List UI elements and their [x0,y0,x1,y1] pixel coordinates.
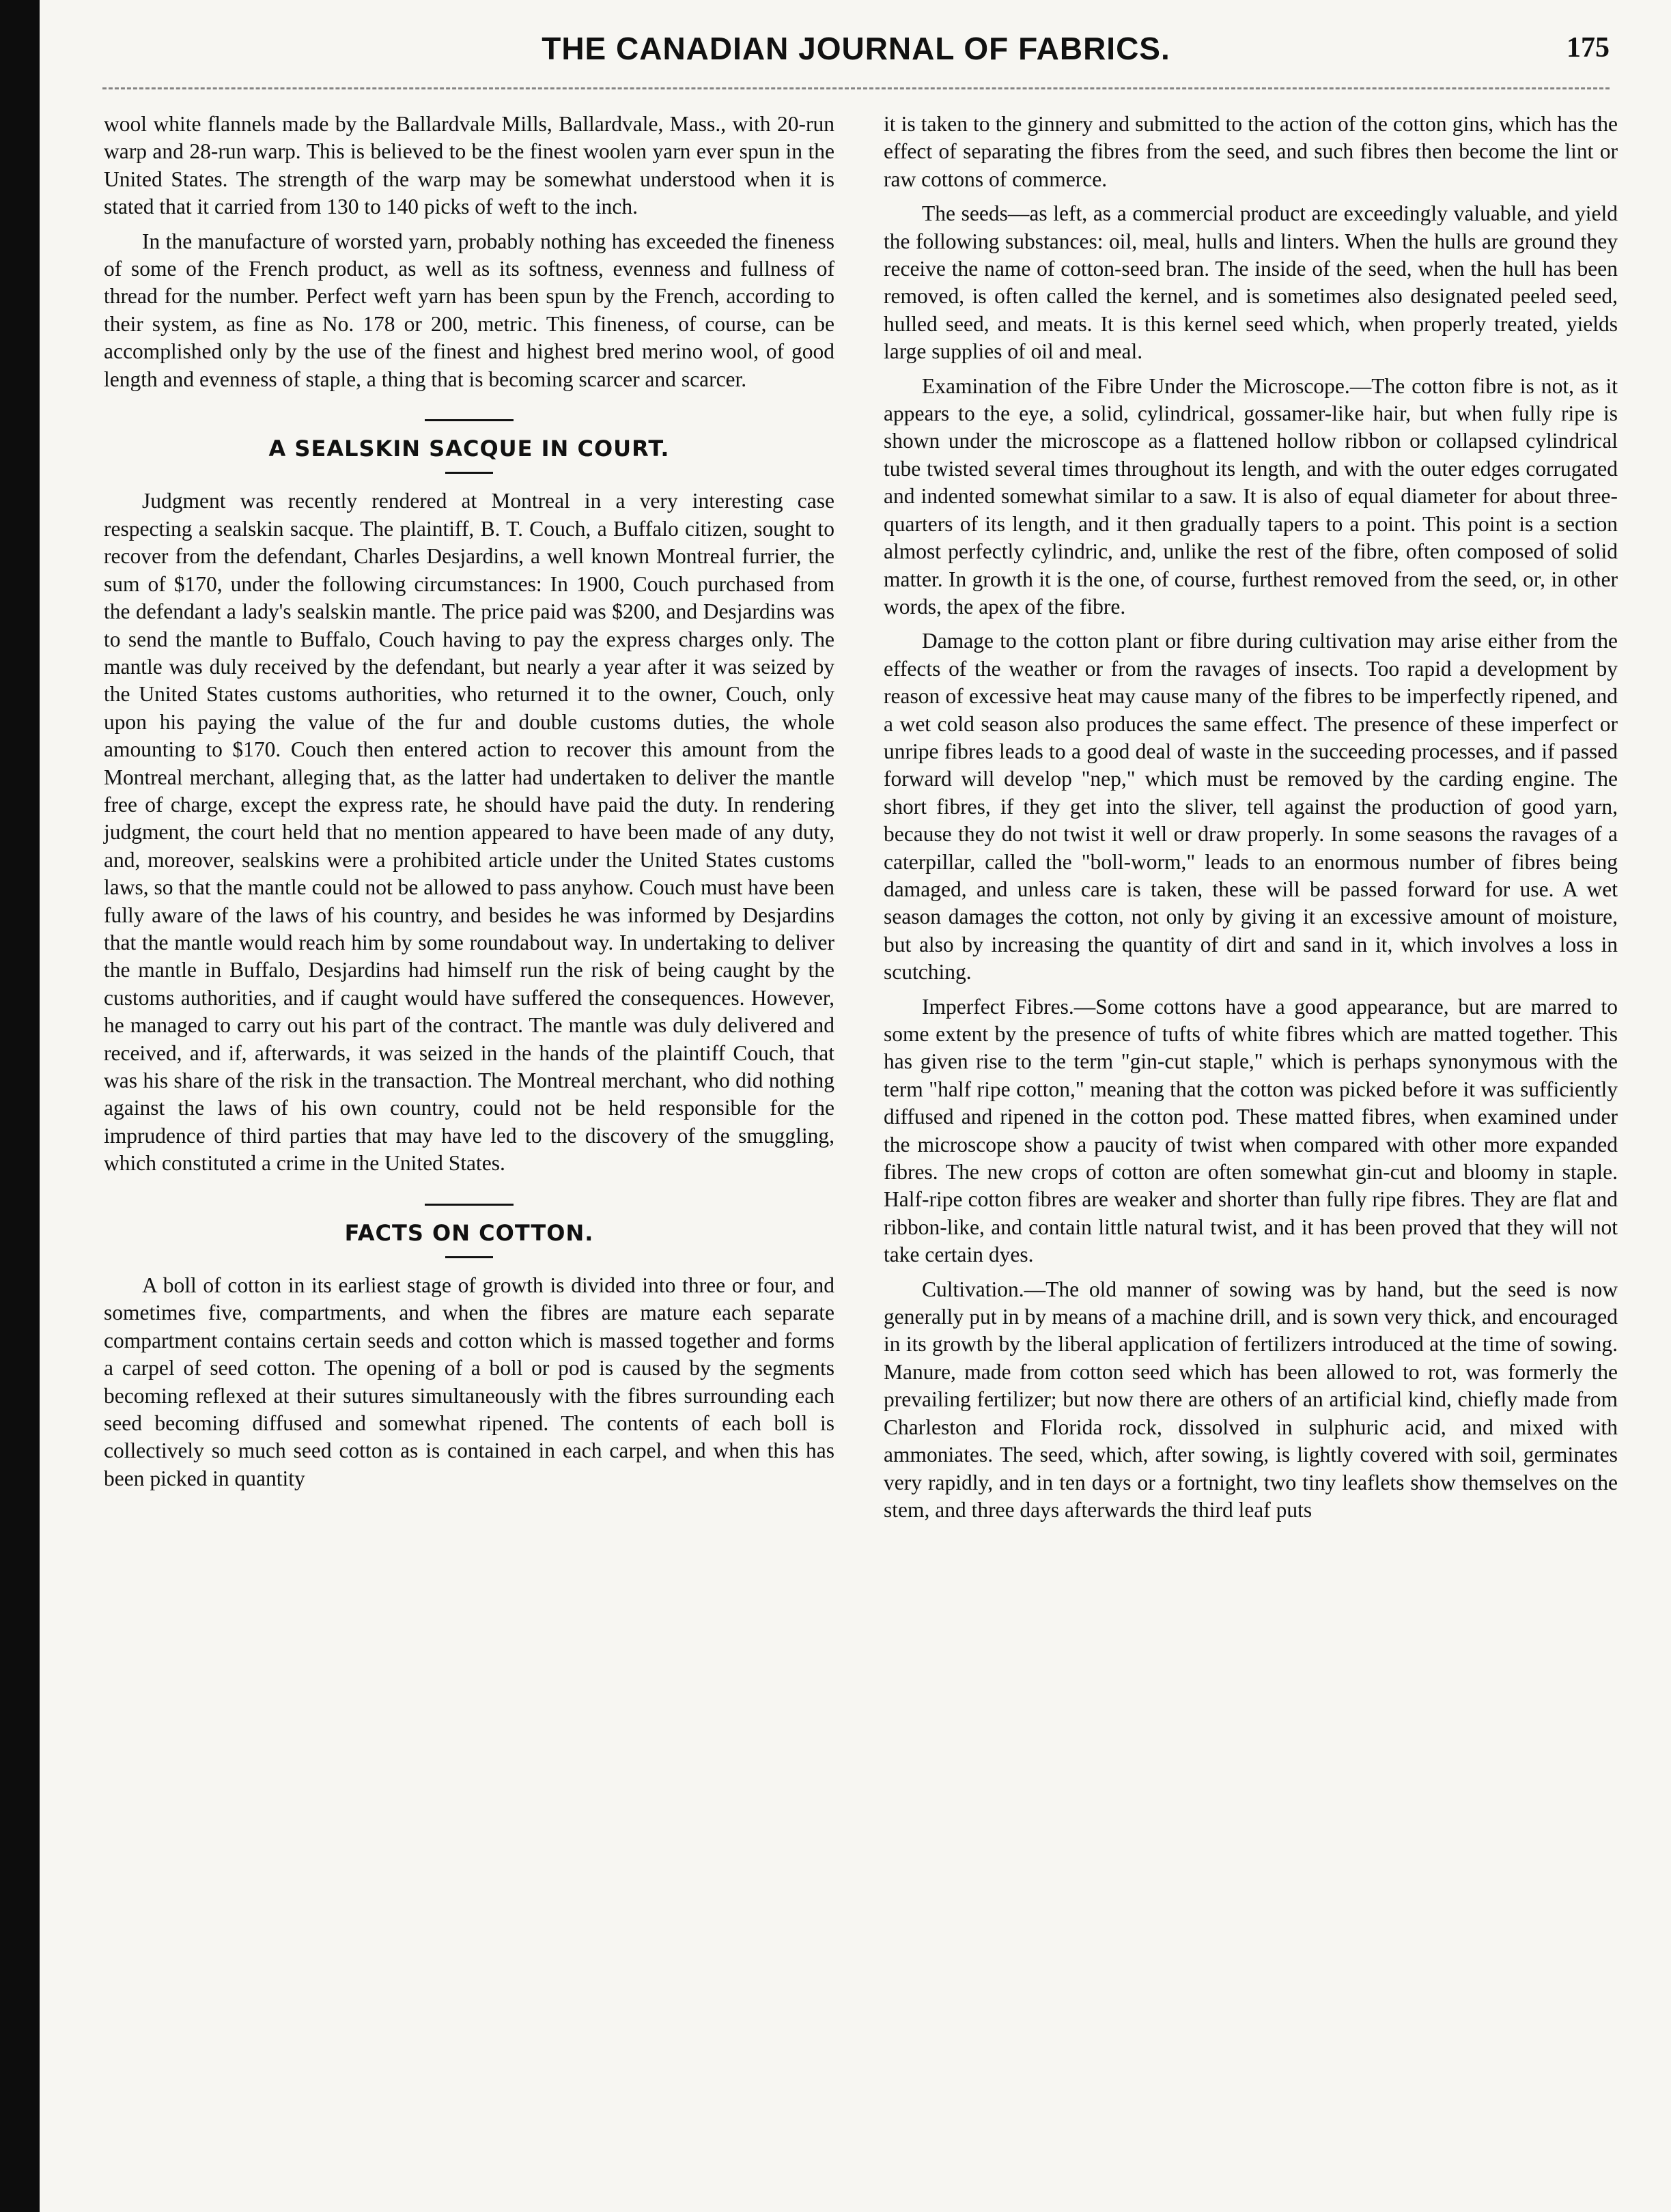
scan-binding-edge [0,0,40,2212]
paragraph-imperfect-fibres [884,993,1618,1269]
paragraph-cultivation-body: —The old manner of sowing was by hand, but the seed is now generally put in by means of a machine drill, and is sown very thick, and encouraged in its growth by the liberal application of fertilizers introduced at the time of sowing. Manure, made from cotton seed which has been allowed to rot, was formerly the prevailing fertilizer; but now there are others of an artificial kind, chiefly made from Charleston and Florida rock, dissolved in sulphuric acid, and mixed with ammoniates. The seed, which, after sowing, is lightly covered with soil, germinates very rapidly, and in ten days or a fortnight, two tiny leaflets show themselves on the stem, and three days afterwards the third leaf puts [884,1277,1618,1522]
paragraph-worsted-yarn: In the manufacture of worsted yarn, probably nothing has exceeded the fineness of some of the French product, as well as its softness, evenness and fullness of thread for the number. Perfect weft yarn has been spun by the French, according to their system, as fine as No. 178 or 200, metric. This fineness, of course, can be accomplished only by the use of the finest and highest bred merino wool, of good length and evenness of staple, a thing that is becoming scarcer and scarcer. [104,229,834,391]
section-heading-sealskin [104,419,834,474]
section-rule [425,1204,514,1206]
left-column [104,111,834,1499]
header-rule [102,87,1610,89]
paragraph-microscope [884,373,1618,621]
section-rule-short [445,1256,493,1258]
paragraph-microscope-body: —The cotton fibre is not, as it appears to the eye, a solid, cylindrical, gossamer-like hair, but when fully ripe is shown under the microscope as a flattened hollow ribbon or collapsed cylindrical tube twisted several times throughout its length, and with the outer edges corrugated and indented somewhat similar to a saw. It is also of equal diameter for about three-quarters of its length, and it then gradually tapers to a point. This point is a section almost perfectly cylindric, and, unlike the rest of the fibre, often composed of solid matter. In growth it is the one, of course, furthest removed from the seed, or, in other words, the apex of the fibre. [884,373,1618,619]
journal-title: THE CANADIAN JOURNAL OF FABRICS. [542,31,1170,66]
page-header [102,30,1610,78]
run-in-heading-imperfect: Imperfect Fibres. [922,994,1074,1019]
paragraph-ballardvale: wool white flannels made by the Ballardvale Mills, Ballardvale, Mass., with 20-run warp and 28-run warp. This is believed to be the finest woolen yarn ever spun in the United States. The strength of the warp may be somewhat understood when it is stated that it carried from 130 to 140 picks of weft to the inch. [104,112,834,219]
paragraph-damage: Damage to the cotton plant or fibre during cultivation may arise either from the effects of the weather or from the ravages of insects. Too rapid a development by reason of excessive heat may cause many of the fibres to be imperfectly ripened, and a wet cold season also produces the same effect. The presence of these imperfect or unripe fibres leads to a good deal of waste in the succeeding processes, and if passed forward will develop "nep," which must be removed by the carding engine. The short fibres, if they get into the sliver, tell against the production of good yarn, because they do not twist it well or draw properly. In some seasons the ravages of a caterpillar, called the "boll-worm," leads to an enormous number of fibres being damaged, and unless care is taken, these will be passed forward for use. A wet season damages the cotton, not only by giving it an excessive amount of moisture, but also by increasing the quantity of dirt and sand in it, which involves a loss in scutching. [884,629,1618,984]
section-rule [425,419,514,421]
paragraph-cultivation [884,1276,1618,1525]
paragraph-cotton-boll: A boll of cotton in its earliest stage of growth is divided into three or four, and sometimes five, compartments, and when the fibres are mature each separate compartment contains certain seeds and cotton which is massed together and forms a carpel of seed cotton. The opening of a boll or pod is caused by the segments becoming reflexed at their sutures simultaneously with the fibres surrounding each seed becoming diffused and somewhat ripened. The contents of each boll is collectively so much seed cotton as is contained in each carpel, and when this has been picked in quantity [104,1273,834,1490]
page-number: 175 [1567,32,1610,63]
section-title-cotton: FACTS ON COTTON. [344,1219,594,1246]
paragraph-imperfect-body: —Some cottons have a good appearance, but are marred to some extent by the presence of tufts of white fibres which are matted together. This has given rise to the term "gin-cut staple," which is perhaps synonymous with the term "half ripe cotton," meaning that the cotton was picked before it was sufficiently diffused and ripened in the cotton pod. These matted fibres, when examined under the microscope show a paucity of twist when compared with other more expanded fibres. The new crops of cotton are often somewhat gin-cut and bloomy in staple. Half-ripe cotton fibres are weaker and shorter than fully ripe fibres. They are flat and ribbon-like, and contain little natural twist, and it has been proved that they will not take certain dyes. [884,994,1618,1267]
paragraph-sealskin-case: Judgment was recently rendered at Montreal in a very interesting case respecting a sealskin sacque. The plaintiff, B. T. Couch, a Buffalo citizen, sought to recover from the defendant, Charles Desjardins, a well known Montreal furrier, the sum of $170, under the following circumstances: In 1900, Couch purchased from the defendant a lady's sealskin mantle. The price paid was $200, and Desjardins was to send the mantle to Buffalo, Couch having to pay the express charges only. The mantle was duly received by the defendant, but nearly a year after it was seized by the United States customs authorities, who returned it to the owner, Couch, only upon his paying the value of the fur and double customs duties, the whole amounting to $170. Couch then entered action to recover this amount from the Montreal merchant, alleging that, as the latter had undertaken to deliver the mantle free of charge, except the express rate, he should have paid the duty. In rendering judgment, the court held that no mention appeared to have been made of any duty, and, moreover, sealskins were a prohibited article under the United States customs laws, so that the mantle could not be allowed to pass anyhow. Couch must have been fully aware of the laws of his country, and besides he was informed by Desjardins that the mantle would reach him by some roundabout way. In undertaking to deliver the mantle in Buffalo, Desjardins had himself run the risk of being caught by the customs authorities, and if caught would have suffered the consequences. However, he managed to carry out his part of the contract. The mantle was duly delivered and received, and if, afterwards, it was seized in the hands of the plaintiff Couch, that was his share of the risk in the transaction. The Montreal merchant, who did nothing against the laws of his own country, could not be held responsible for the imprudence of third parties that may have led to the discovery of the smuggling, which constituted a crime in the United States. [104,489,834,1176]
run-in-heading-microscope: Examination of the Fibre Under the Microscope. [922,373,1350,398]
section-rule-short [445,472,493,474]
run-in-heading-cultivation: Cultivation. [922,1277,1024,1301]
right-column [884,111,1618,1531]
paragraph-ginnery: it is taken to the ginnery and submitted to the action of the cotton gins, which has the effect of separating the fibres from the seed, and such fibres then become the lint or raw cottons of commerce. [884,112,1618,191]
section-heading-cotton [104,1204,834,1258]
paragraph-seeds: The seeds—as left, as a commercial product are exceedingly valuable, and yield the following substances: oil, meal, hulls and linters. When the hulls are ground they receive the name of cotton-seed bran. The inside of the seed, when the hull has been removed, is often called the kernel, and is sometimes also designated peeled seed, hulled seed, and meats. It is this kernel seed which, when properly treated, yields large supplies of oil and meal. [884,201,1618,364]
section-title-sealskin: A SEALSKIN SACQUE IN COURT. [268,436,670,462]
